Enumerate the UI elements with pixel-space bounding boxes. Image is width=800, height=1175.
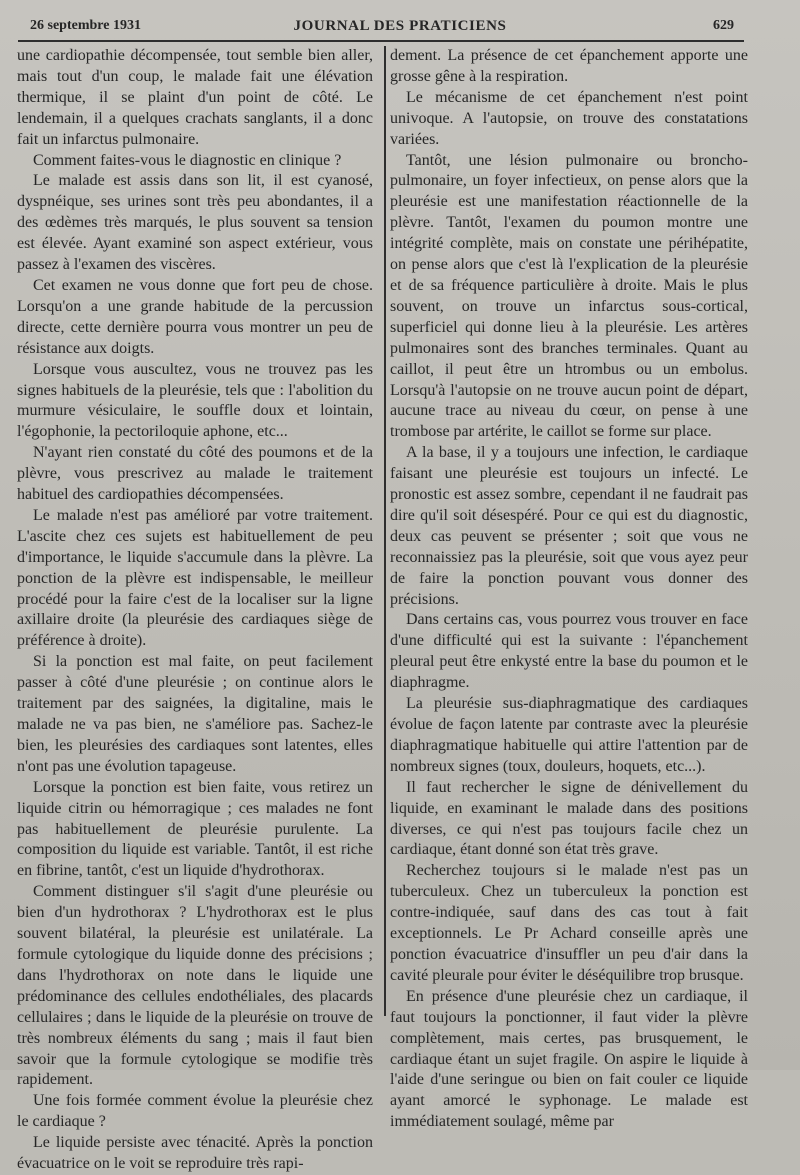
paragraph: Si la ponction est mal faite, on peut facilement passer à côté d'une pleurésie ; on continue alors le traitement par des saignées, la digitaline, mais le malade ne va pas bien, ne s'améliore pas. Sachez-le bien, les pleurésies des cardiaques sont latentes, elles n'ont pas une évolution tapageuse. <box>17 653 373 775</box>
paragraph: En présence d'une pleurésie chez un cardiaque, il faut toujours la ponctionner, il faut vider la plèvre complètement, mais certes, pas brusquement, le cardiaque étant un sujet fragile. On aspire le liquide à l'aide d'une seringue ou bien on fait couler ce liquide ayant amorcé le syphonage. Le malade est immédiatement soulagé, même par <box>390 987 748 1131</box>
paragraph: N'ayant rien constaté du côté des poumons et de la plèvre, vous prescrivez au malade le traitement habituel des cardiopathies décompensées. <box>17 444 373 504</box>
page-number: 629 <box>713 18 734 33</box>
paragraph: Le liquide persiste avec ténacité. Après la ponction évacuatrice on le voit se reproduire très rapi- <box>17 1134 373 1173</box>
paragraph: Cet examen ne vous donne que fort peu de chose. Lorsqu'on a une grande habitude de la percussion directe, cette dernière pourra vous montrer un peu de résistance aux doigts. <box>17 276 373 357</box>
paragraph: La pleurésie sus-diaphragmatique des cardiaques évolue de façon latente par contraste avec la pleurésie diaphragmatique habituelle qui attire l'attention par de nombreux signes (toux, douleurs, hoquets, etc...). <box>390 695 748 775</box>
paragraph: Comment faites-vous le diagnostic en clinique ? <box>33 151 342 169</box>
paragraph: Lorsque la ponction est bien faite, vous retirez un liquide citrin ou hémorragique ; ces malades ne font pas habituellement de pleurésie purulente. La composition du liquide est variable. Tantôt, il est riche en fibrine, tantôt, c'est un liquide d'hydrothorax. <box>17 778 373 880</box>
paragraph: une cardiopathie décompensée, tout semble bien aller, mais tout d'un coup, le malade fait une élévation thermique, il se plaint d'un point de côté. Le lendemain, il a quelques crachats sanglants, il a donc fait un infarctus pulmonaire. <box>17 47 373 148</box>
paragraph: dement. La présence de cet épanchement apporte une grosse gêne à la respiration. <box>390 47 748 85</box>
page-header <box>0 14 800 38</box>
journal-title: JOURNAL DES PRATICIENS <box>293 18 507 34</box>
paragraph: Le malade n'est pas amélioré par votre traitement. L'ascite chez ces sujets est habituellement de peu d'importance, le liquide s'accumule dans la plèvre. La ponction de la plèvre est indispensable, le meilleur procédé pour la faire c'est de la localiser sur la ligne axillaire droite (la pleurésie des cardiaques siège de préférence à droite). <box>17 506 373 650</box>
header-date: 26 septembre 1931 <box>30 18 141 33</box>
paragraph: Une fois formée comment évolue la pleurésie chez le cardiaque ? <box>17 1092 373 1131</box>
paragraph: Recherchez toujours si le malade n'est pas un tuberculeux. Chez un tuberculeux la ponction est contre-indiquée, sauf dans des cas tout à fait exceptionnels. Le Pr Achard conseille après une ponction évacuatrice d'insuffler un peu d'air dans la cavité pleurale pour éviter le déséquilibre trop brusque. <box>390 862 748 984</box>
paragraph: Il faut rechercher le signe de dénivellement du liquide, en examinant le malade dans des positions diverses, ce qui n'est pas toujours facile chez un cardiaque, étant donné son état très grave. <box>390 778 748 859</box>
paragraph: Dans certains cas, vous pourrez vous trouver en face d'une difficulté qui est la suivante : l'épanchement pleural peut être enkysté entre la base du poumon et le diaphragme. <box>390 611 748 692</box>
header-rule <box>18 40 744 42</box>
right-column <box>390 46 748 1133</box>
paragraph: Le mécanisme de cet épanchement n'est point univoque. A l'autopsie, on trouve des constatations variées. <box>390 88 748 148</box>
left-column <box>17 46 373 1175</box>
paragraph: Comment distinguer s'il s'agit d'une pleurésie ou bien d'un hydrothorax ? L'hydrothorax est le plus souvent bilatéral, la pleurésie est unilatérale. La formule cytologique du liquide donne des précisions ; dans l'hydrothorax on note dans le liquide une prédominance des cellules endothéliales, des placards cellulaires ; dans le liquide de la pleurésie on trouve de très nombreux éléments du sang ; mais il faut bien savoir que la formule cytologique se modifie très rapidement. <box>17 883 373 1089</box>
paragraph: Le malade est assis dans son lit, il est cyanosé, dyspnéique, ses urines sont très peu abondantes, il a des œdèmes très marqués, le plus souvent sa tension est élevée. Ayant examiné son aspect extérieur, vous passez à l'examen des viscères. <box>17 172 373 274</box>
paragraph: Tantôt, une lésion pulmonaire ou broncho-pulmonaire, un foyer infectieux, on pense alors que la pleurésie est une manifestation réactionnelle de la plèvre. Tantôt, l'examen du poumon montre une intégrité complète, mais on constate une périhépatite, on pense alors que c'est là l'explication de la pleurésie et de sa fréquence particulière à droite. Mais le plus souvent, on trouve un infarctus sous-cortical, superficiel qui donne lieu à la pleurésie. Les artères pulmonaires sont des branches terminales. Quant au caillot, il peut être un htrombus ou un embolus. Lorsqu'à l'autopsie on ne trouve aucun point de départ, aucune trace au niveau du cœur, on pense à une trombose par artérite, le caillot se forme sur place. <box>390 151 748 441</box>
paragraph: A la base, il y a toujours une infection, le cardiaque faisant une pleurésie est toujours un infecté. Le pronostic est assez sombre, cependant il ne faudrait pas dire qu'il soit désespéré. Pour ce qui est du diagnostic, deux cas peuvent se présenter ; soit que vous ne reconnaissiez pas la pleurésie, soit que vous ayez peur de faire la ponction pouvant vous donner des précisions. <box>390 444 748 608</box>
paragraph: Lorsque vous auscultez, vous ne trouvez pas les signes habituels de la pleurésie, tels que : l'abolition du murmure vésiculaire, le souffle doux et lointain, l'égophonie, la pectoriloquie aphone, etc... <box>17 360 373 441</box>
column-divider <box>384 46 386 1016</box>
